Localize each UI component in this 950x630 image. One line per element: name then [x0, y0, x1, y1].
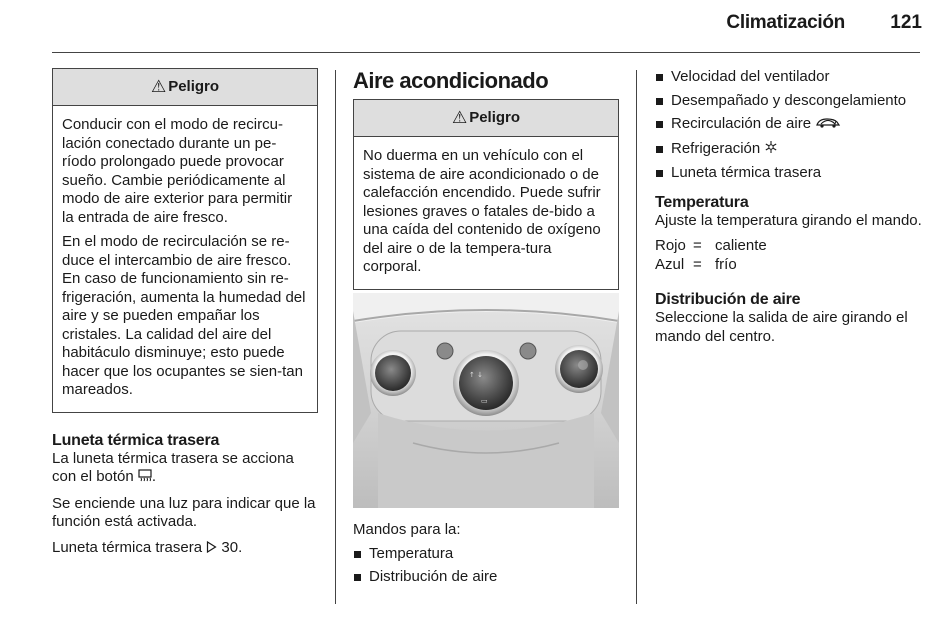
list-item [655, 112, 925, 137]
rear-defogger-text-2: Se enciende una luz para indicar que la función está activada. [52, 494, 316, 530]
warning-triangle-icon: ⚠ [451, 107, 468, 127]
header-rule [52, 52, 920, 53]
reference-arrow-icon [206, 540, 217, 559]
danger-box-ac [353, 99, 619, 290]
danger-paragraph-2: En el modo de recirculación se re-duce el intercambio de aire fresco. En caso de funcionamiento sin re-frigeración, aumenta la humedad del aire y se pueden empañar los cristales. La calidad del aire del habitáculo disminuye; esto puede hacer que los ocupantes se sien-tan mareados. [62, 233, 306, 398]
legend-value-cold: frío [715, 255, 737, 273]
danger-box-header [354, 100, 618, 137]
rear-defogger-reference [52, 539, 318, 559]
right-column [655, 65, 925, 354]
middle-column [353, 68, 619, 290]
middle-caption-block [353, 521, 619, 589]
list-item: Velocidad del ventilador [655, 65, 925, 89]
section-title-rear-defogger: Luneta térmica trasera [52, 431, 220, 449]
left-column [52, 68, 318, 566]
legend-label-red: Rojo [655, 237, 686, 254]
list-item [655, 137, 925, 162]
column-divider-2 [636, 70, 637, 604]
danger-paragraph: No duerma en un vehículo con el sistema de aire acondicionado o de calefacción encendido. Puede sufrir lesiones graves o fatales de-bido a una caída del contenido de oxígeno del aire o de la tempera-tura corporal. [363, 147, 601, 275]
legend-value-hot: caliente [715, 237, 767, 254]
snowflake-icon [764, 138, 778, 162]
list-item: Distribución de aire [353, 565, 619, 589]
list-item: Desempañado y descongelamiento [655, 89, 925, 113]
danger-box-recirculation [52, 68, 318, 413]
temperature-text: Ajuste la temperatura girando el mando. [655, 211, 922, 229]
reference-page[interactable]: 30. [221, 538, 243, 556]
svg-text:▭: ▭ [481, 397, 488, 405]
warning-triangle-icon: ⚠ [150, 76, 167, 96]
section-title-air-distribution: Distribución de aire [655, 291, 801, 308]
legend-eq: = [693, 237, 702, 254]
section-title-air-conditioning: Aire acondicionado [353, 68, 549, 93]
danger-box-title: Peligro [168, 77, 220, 95]
svg-text:↑ ↓: ↑ ↓ [469, 371, 483, 379]
rear-defogger-text-1b: . [151, 468, 157, 485]
danger-paragraph-1: Conducir con el modo de recircu-lación conectado durante un pe-ríodo prolongado puede provocar sueño. Cambie periódicamente al modo de aire exterior para permitir la entrada de aire fresco. [62, 116, 293, 226]
rear-defogger-text-1a: La luneta térmica trasera se acciona con el botón [52, 449, 294, 485]
section-title-temperature: Temperatura [655, 193, 749, 211]
list-item: Temperatura [353, 542, 619, 566]
rear-defroster-icon [138, 469, 152, 488]
climate-control-photo [353, 293, 619, 508]
rear-defogger-text-1 [52, 450, 318, 488]
distribution-text: Seleccione la salida de aire girando el mando del centro. [655, 309, 908, 345]
legend-label-blue: Azul [655, 255, 685, 273]
danger-box-title: Peligro [469, 108, 521, 126]
column-divider-1 [335, 70, 336, 604]
list-item-text: Refrigeración [671, 139, 761, 157]
temperature-legend [655, 237, 925, 274]
legend-eq: = [693, 255, 702, 273]
page-number: 121 [890, 12, 922, 33]
danger-box-header [53, 69, 317, 106]
reference-text: Luneta térmica trasera [52, 538, 207, 556]
list-item: Luneta térmica trasera [655, 161, 925, 185]
list-item-text: Recirculación de aire [671, 115, 812, 132]
header-title: Climatización [726, 12, 845, 33]
controls-caption: Mandos para la: [353, 521, 461, 538]
recirculation-icon [815, 113, 841, 137]
